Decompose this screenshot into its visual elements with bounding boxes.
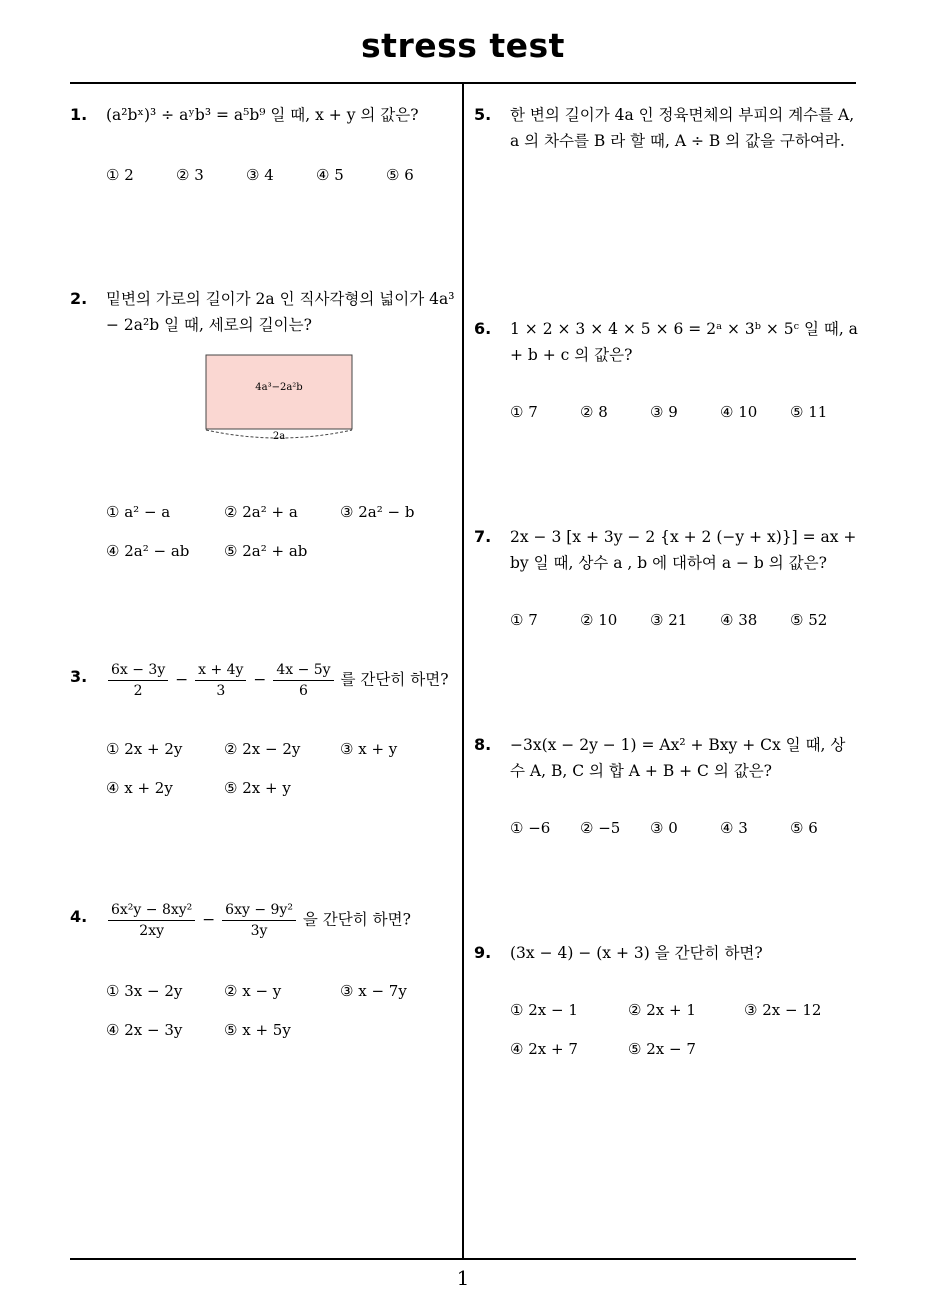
question-text: (a²bˣ)³ ÷ aʸb³ = a⁵b⁹ 일 때, x + y 의 값은?: [106, 106, 419, 124]
choice-2[interactable]: ② x − y: [224, 982, 282, 1000]
question-text: 를 간단히 하면?: [340, 670, 449, 689]
question-number: 1.: [70, 105, 88, 124]
choice-5[interactable]: ⑤ 11: [790, 403, 828, 421]
choice-4[interactable]: ④ x + 2y: [106, 779, 173, 797]
question-text: 2x − 3 [x + 3y − 2 {x + 2 (−y + x)}] = ax + by 일 때, 상수 a , b 에 대하여 a − b 의 값은?: [510, 528, 857, 572]
choice-1[interactable]: ① 7: [510, 611, 538, 629]
area-label: 4a³−2a²b: [255, 382, 303, 393]
choice-2[interactable]: ② 2a² + a: [224, 503, 298, 521]
question-text: 1 × 2 × 3 × 4 × 5 × 6 = 2ᵃ × 3ᵇ × 5ᶜ 일 때, a + b + c 의 값은?: [510, 320, 858, 364]
choice-4[interactable]: ④ 2x − 3y: [106, 1021, 183, 1039]
fraction-2: $\frac{x + 4y}{3}$: [195, 660, 246, 701]
base-label: 2a: [272, 431, 286, 442]
choice-3[interactable]: ③ x − 7y: [340, 982, 407, 1000]
choice-1[interactable]: ① 7: [510, 403, 538, 421]
choice-1[interactable]: ① 2x − 1: [510, 1001, 578, 1019]
choice-4[interactable]: ④ 2a² − ab: [106, 542, 190, 560]
operator: −: [175, 670, 189, 689]
choice-1[interactable]: ① 2: [106, 166, 134, 184]
bottom-rule: [70, 1258, 856, 1260]
choice-4[interactable]: ④ 3: [720, 819, 748, 837]
operator: −: [253, 670, 267, 689]
page-number: 1: [456, 1266, 470, 1290]
choice-5[interactable]: ⑤ 2x + y: [224, 779, 291, 797]
question-text: 밑변의 가로의 길이가 2a 인 직사각형의 넓이가 4a³ − 2a²b 일 때, 세로의 길이는?: [106, 290, 455, 334]
question-number: 5.: [474, 105, 492, 124]
question-6: [474, 316, 864, 426]
question-3: [70, 664, 460, 814]
question-expression: [106, 900, 446, 941]
rectangle-figure: [204, 354, 354, 446]
choice-1[interactable]: ① a² − a: [106, 503, 171, 521]
fraction-1: $\frac{6x - 3y}{2}$: [108, 660, 168, 701]
choice-5[interactable]: ⑤ 2a² + ab: [224, 542, 308, 560]
choice-5[interactable]: ⑤ 6: [790, 819, 818, 837]
question-number: 8.: [474, 735, 492, 754]
choice-5[interactable]: ⑤ x + 5y: [224, 1021, 291, 1039]
choice-2[interactable]: ② 2x − 2y: [224, 740, 301, 758]
choice-3[interactable]: ③ 0: [650, 819, 678, 837]
choice-3[interactable]: ③ 21: [650, 611, 688, 629]
choice-3[interactable]: ③ 4: [246, 166, 274, 184]
question-expression: [106, 660, 449, 701]
choice-4[interactable]: ④ 10: [720, 403, 758, 421]
question-9: [474, 940, 864, 1070]
question-number: 2.: [70, 289, 88, 308]
column-divider: [462, 83, 464, 1259]
choice-1[interactable]: ① 3x − 2y: [106, 982, 183, 1000]
fraction-1: $\frac{\text{6x²y − 8xy²}}{2xy}$: [108, 900, 195, 941]
question-text: 한 변의 길이가 4a 인 정육면체의 부피의 계수를 A, a 의 차수를 B 라 할 때, A ÷ B 의 값을 구하여라.: [510, 106, 855, 150]
question-number: 3.: [70, 667, 88, 686]
question-number: 6.: [474, 319, 492, 338]
question-number: 4.: [70, 907, 88, 926]
choice-1[interactable]: ① −6: [510, 819, 551, 837]
operator: −: [202, 910, 216, 929]
choice-5[interactable]: ⑤ 52: [790, 611, 828, 629]
page-title: stress test: [361, 26, 565, 65]
choice-3[interactable]: ③ 2a² − b: [340, 503, 415, 521]
question-8: [474, 732, 864, 842]
question-text: 을 간단히 하면?: [302, 910, 411, 929]
choice-3[interactable]: ③ 9: [650, 403, 678, 421]
choice-5[interactable]: ⑤ 2x − 7: [628, 1040, 696, 1058]
question-text: (3x − 4) − (x + 3) 을 간단히 하면?: [510, 944, 763, 962]
question-number: 7.: [474, 527, 492, 546]
choice-4[interactable]: ④ 5: [316, 166, 344, 184]
question-text: −3x(x − 2y − 1) = Ax² + Bxy + Cx 일 때, 상수 A, B, C 의 합 A + B + C 의 값은?: [510, 736, 846, 780]
choice-1[interactable]: ① 2x + 2y: [106, 740, 183, 758]
choice-2[interactable]: ② 8: [580, 403, 608, 421]
fraction-3: $\frac{4x - 5y}{6}$: [273, 660, 333, 701]
choice-2[interactable]: ② 2x + 1: [628, 1001, 696, 1019]
fraction-2: $\frac{\text{6xy − 9y²}}{3y}$: [222, 900, 296, 941]
choice-2[interactable]: ② 10: [580, 611, 618, 629]
choice-5[interactable]: ⑤ 6: [386, 166, 414, 184]
choice-4[interactable]: ④ 2x + 7: [510, 1040, 578, 1058]
question-2: [70, 286, 460, 566]
choice-2[interactable]: ② −5: [580, 819, 621, 837]
choice-3[interactable]: ③ 2x − 12: [744, 1001, 822, 1019]
question-number: 9.: [474, 943, 492, 962]
choice-3[interactable]: ③ x + y: [340, 740, 398, 758]
question-1: [70, 102, 450, 202]
choice-2[interactable]: ② 3: [176, 166, 204, 184]
question-4: [70, 904, 460, 1054]
question-7: [474, 524, 864, 634]
choice-4[interactable]: ④ 38: [720, 611, 758, 629]
question-5: [474, 102, 864, 162]
